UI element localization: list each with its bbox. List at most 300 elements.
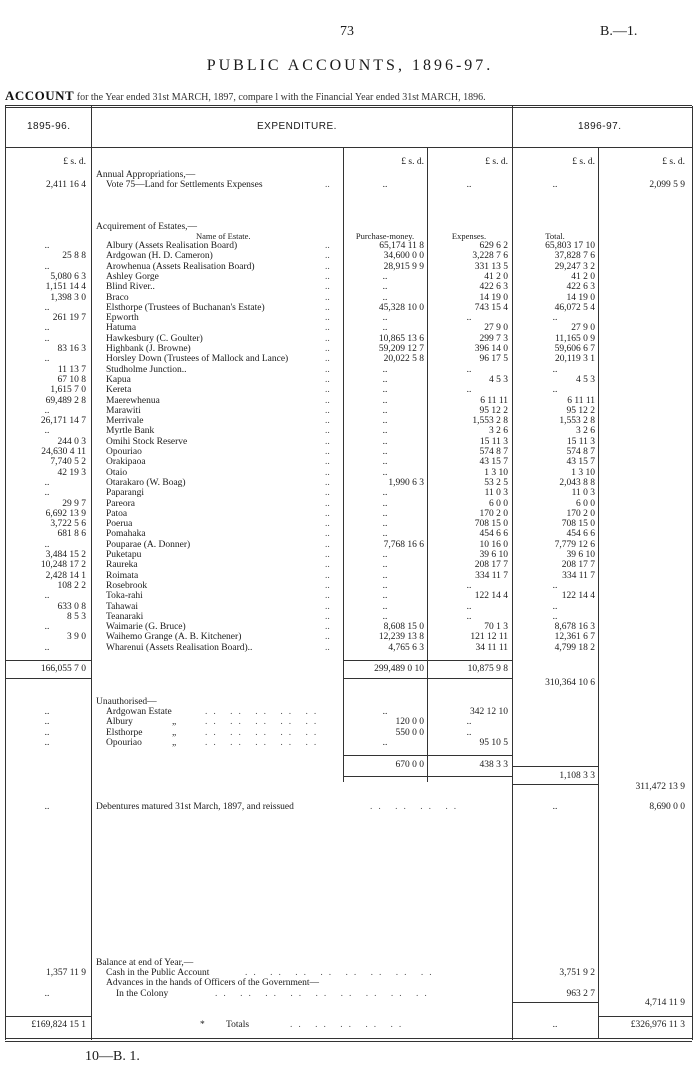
- leader-dots: .. .. .. .. .. .. .. ..: [245, 968, 438, 978]
- final-total-rule: [598, 1016, 692, 1017]
- estate-expenses: ..: [466, 385, 472, 396]
- estate-purchase: ..: [382, 570, 388, 581]
- estate-prev: ..: [44, 488, 50, 499]
- leader-dots: ..: [325, 529, 330, 540]
- estate-total: 12,361 6 7: [554, 632, 595, 643]
- estate-total: 41 2 0: [571, 271, 595, 282]
- estate-name: Otaio: [106, 467, 128, 478]
- estates-grand-total: 310,364 10 6: [545, 678, 595, 688]
- estate-prev: ..: [44, 539, 50, 550]
- unauth-prev: ..: [44, 707, 50, 717]
- estate-total: 574 8 7: [566, 447, 595, 457]
- estate-prev: 108 2 2: [57, 580, 86, 591]
- estate-expenses: 422 6 3: [479, 282, 508, 293]
- leader-dots: ..: [325, 416, 330, 427]
- leader-dots: .. .. .. .. ..: [290, 1020, 408, 1030]
- estate-prev: 8 5 3: [67, 611, 86, 622]
- footer-signature: 10—B. 1.: [85, 1049, 140, 1064]
- leader-dots: .. .. .. .. ..: [205, 707, 323, 717]
- estate-prev: 24,630 4 11: [41, 447, 86, 457]
- estate-purchase: 20,022 5 8: [383, 354, 424, 365]
- estate-prev: 3,722 5 6: [50, 519, 86, 530]
- estate-purchase: ..: [382, 416, 388, 427]
- estate-expenses: 121 12 11: [470, 632, 508, 643]
- estate-purchase: 1,990 6 3: [388, 477, 424, 488]
- unauth-subtotal-rule-2: [343, 776, 512, 777]
- estate-expenses: 39 6 10: [479, 550, 508, 560]
- estate-name: Epworth: [106, 313, 139, 324]
- estate-name: Myrtle Bank: [106, 426, 155, 437]
- estate-name: Pomahaka: [106, 529, 146, 540]
- estate-purchase: 12,239 13 8: [378, 632, 424, 643]
- estate-total: 122 14 4: [561, 591, 595, 602]
- total-header: Total.: [545, 231, 565, 241]
- estate-total: 4 5 3: [576, 374, 595, 385]
- leader-dots: ..: [325, 632, 330, 643]
- estate-prev: 26,171 14 7: [40, 416, 86, 427]
- unauth-prev: ..: [44, 717, 50, 728]
- leader-dots: ..: [325, 313, 330, 324]
- estate-expenses: 27 9 0: [484, 323, 508, 334]
- estate-total: 1,553 2 8: [559, 416, 595, 427]
- estate-expenses: ..: [466, 580, 472, 591]
- estate-expenses: 6 11 11: [480, 395, 508, 406]
- estate-purchase: 65,174 11 8: [379, 241, 424, 251]
- estate-purchase: ..: [382, 550, 388, 560]
- estate-prev: ..: [44, 333, 50, 344]
- estate-prev: 25 8 8: [62, 251, 86, 262]
- annual-vote: Vote 75—Land for Settlements Expenses: [106, 180, 263, 190]
- estate-total: ..: [552, 601, 558, 612]
- page-number: 73: [340, 24, 354, 39]
- cash-prev: 1,357 11 9: [45, 968, 86, 978]
- estate-expenses: ..: [466, 364, 472, 375]
- table-bottom-rule-2: [5, 1041, 692, 1042]
- estate-total: 3 2 6: [576, 426, 595, 437]
- leader-dots: ..: [325, 550, 330, 560]
- leader-dots: ..: [325, 292, 330, 303]
- leader-dots: ..: [325, 488, 330, 499]
- header-bottom-rule: [5, 147, 692, 148]
- final-col-divider: [598, 147, 599, 1038]
- estate-total: 20,119 3 1: [554, 354, 595, 365]
- estate-expenses: 708 15 0: [474, 519, 508, 530]
- estates-purchase-total: 299,489 0 10: [374, 664, 424, 674]
- estate-name: Highbank (J. Browne): [106, 344, 191, 354]
- estate-purchase: 34,600 0 0: [383, 251, 424, 262]
- leader-dots: ..: [325, 477, 330, 488]
- estate-total: 11 0 3: [571, 488, 595, 499]
- expenses-col-divider: [427, 147, 428, 782]
- unauth-expenses: 95 10 5: [479, 737, 508, 748]
- ditto-mark: „: [172, 717, 177, 728]
- debentures-prev: ..: [44, 802, 50, 812]
- estate-expenses: 70 1 3: [484, 622, 508, 633]
- account-caption: [5, 88, 486, 104]
- leader-dots: ..: [325, 302, 330, 313]
- leader-dots: .. .. .. .. ..: [205, 717, 323, 728]
- estates-prev-total: 166,055 7 0: [40, 664, 86, 674]
- leader-dots: ..: [325, 642, 330, 653]
- unauth-name: Elsthorpe: [106, 727, 143, 738]
- estate-purchase: ..: [382, 457, 388, 468]
- estate-total: 43 15 7: [566, 457, 595, 468]
- col-header-cur-year: 1896-97.: [578, 121, 622, 132]
- advances-label: Advances in the hands of Officers of the Government—: [106, 978, 319, 988]
- account-bold-word: ACCOUNT: [5, 88, 75, 103]
- estate-total: 14 19 0: [566, 292, 595, 303]
- estate-prev: 83 16 3: [57, 344, 86, 354]
- unauth-name: Opouriao: [106, 737, 142, 748]
- estate-prev: 7,740 5 2: [50, 457, 86, 468]
- estate-total: 27 9 0: [571, 323, 595, 334]
- estate-prev: 1,151 14 4: [45, 282, 86, 293]
- balance-rule: [512, 1002, 598, 1003]
- estate-expenses: 1,553 2 8: [472, 416, 508, 427]
- estate-expenses: 14 19 0: [479, 292, 508, 303]
- estate-purchase: ..: [382, 374, 388, 385]
- leader-dots: ..: [325, 241, 330, 251]
- prev-subtotal-rule-2: [5, 678, 91, 679]
- debentures-label: Debentures matured 31st March, 1897, and reissued: [96, 802, 294, 812]
- unauth-heading: Unauthorised—: [96, 697, 157, 707]
- cur-year-divider: [512, 106, 513, 1040]
- table-top-rule-2: [5, 107, 692, 108]
- estate-total: 59,606 6 7: [554, 344, 595, 354]
- leader-dots: ..: [325, 395, 330, 406]
- totals-final: £326,976 11 3: [630, 1020, 685, 1030]
- leader-dots: .. .. .. .. ..: [205, 737, 323, 748]
- estate-expenses: 3,228 7 6: [472, 251, 508, 262]
- unauth-expenses: ..: [466, 717, 472, 728]
- estate-expenses: 331 13 5: [474, 261, 508, 272]
- estate-expenses: 299 7 3: [479, 333, 508, 344]
- leader-dots: .. .. .. .. .. .. .. .. ..: [215, 989, 433, 999]
- estate-prev: ..: [44, 323, 50, 334]
- leader-dots: ..: [325, 385, 330, 396]
- annual-final: 2,099 5 9: [649, 180, 685, 190]
- estate-purchase: ..: [382, 282, 388, 293]
- estate-name: Omihi Stock Reserve: [106, 436, 188, 447]
- page-title: PUBLIC ACCOUNTS, 1896-97.: [206, 57, 494, 74]
- purchase-col-divider: [343, 147, 344, 782]
- leader-dots: ..: [325, 601, 330, 612]
- estate-name-header: Name of Estate.: [196, 231, 251, 241]
- unauth-expenses-total: 438 3 3: [479, 760, 508, 770]
- unauth-name: Ardgowan Estate: [106, 707, 172, 717]
- unauth-purchase-total: 670 0 0: [395, 760, 424, 770]
- estate-purchase: ..: [382, 488, 388, 499]
- lsd-header-purchase: £ s. d.: [401, 157, 424, 167]
- estate-prev: ..: [44, 591, 50, 602]
- estate-purchase: ..: [382, 467, 388, 478]
- estate-purchase: 28,915 9 9: [383, 261, 424, 272]
- estate-name: Arowhenua (Assets Realisation Board): [106, 261, 255, 272]
- estate-purchase: ..: [382, 292, 388, 303]
- estate-total: 8,678 16 3: [554, 622, 595, 633]
- annual-c2: ..: [382, 180, 388, 190]
- leader-dots: ..: [325, 622, 330, 633]
- estate-name: Patoa: [106, 508, 128, 519]
- estate-expenses: 96 17 5: [479, 354, 508, 365]
- estate-total: 1 3 10: [571, 467, 595, 478]
- account-caption-text: for the Year ended 31st MARCH, 1897, compare l with the Financial Year ended 31st MARCH, 1896.: [76, 92, 486, 103]
- estate-prev: 3 9 0: [67, 632, 86, 643]
- estate-expenses: 1 3 10: [484, 467, 508, 478]
- unauth-name: Albury: [106, 717, 133, 728]
- totals-asterisk: *: [200, 1020, 205, 1030]
- estate-name: Waimarie (G. Bruce): [106, 622, 186, 633]
- estate-expenses: 396 14 0: [474, 344, 508, 354]
- estates-subtotal-rule-2: [343, 678, 512, 679]
- leader-dots: ..: [325, 447, 330, 457]
- estate-purchase: ..: [382, 519, 388, 530]
- estate-purchase: ..: [382, 436, 388, 447]
- estate-prev: 633 0 8: [57, 601, 86, 612]
- estate-total: 15 11 3: [566, 436, 595, 447]
- estate-total: 708 15 0: [561, 519, 595, 530]
- right-border: [692, 106, 693, 1040]
- estate-name: Raureka: [106, 560, 138, 571]
- prev-subtotal-rule: [5, 660, 91, 661]
- estate-expenses: ..: [466, 611, 472, 622]
- col-header-expenditure: EXPENDITURE.: [257, 121, 337, 132]
- estate-name: Roimata: [106, 570, 139, 581]
- estate-name: Poerua: [106, 519, 133, 530]
- estate-prev: ..: [44, 477, 50, 488]
- estate-purchase: 4,765 6 3: [388, 642, 424, 653]
- leader-dots: ..: [325, 457, 330, 468]
- lsd-header-total: £ s. d.: [572, 157, 595, 167]
- estate-expenses: ..: [466, 313, 472, 324]
- estate-prev: 3,484 15 2: [45, 550, 86, 560]
- leader-dots: ..: [325, 426, 330, 437]
- estate-expenses: 15 11 3: [479, 436, 508, 447]
- estate-expenses: 34 11 11: [475, 642, 508, 653]
- lsd-header-prev: £ s. d.: [63, 157, 86, 167]
- estate-total: 65,803 17 10: [545, 241, 595, 251]
- colony-label: In the Colony: [116, 989, 169, 999]
- estate-prev: ..: [44, 622, 50, 633]
- estate-name: Pareora: [106, 498, 136, 509]
- lsd-header-final: £ s. d.: [662, 157, 685, 167]
- balance-heading: Balance at end of Year,—: [96, 958, 194, 968]
- estate-prev: ..: [44, 261, 50, 272]
- balance-final: 4,714 11 9: [644, 998, 685, 1008]
- leader-dots: ..: [325, 282, 330, 293]
- leader-dots: ..: [325, 374, 330, 385]
- estate-name: Puketapu: [106, 550, 142, 560]
- estate-purchase: ..: [382, 601, 388, 612]
- estate-expenses: 170 2 0: [479, 508, 508, 519]
- estate-prev: 10,248 17 2: [40, 560, 86, 571]
- estate-prev: 681 8 6: [57, 529, 86, 540]
- leader-dots: ..: [325, 519, 330, 530]
- estate-purchase: ..: [382, 395, 388, 406]
- estate-name: Pouparae (A. Donner): [106, 539, 191, 550]
- totals-prev: £169,824 15 1: [31, 1020, 86, 1030]
- ditto-mark: „: [172, 727, 177, 738]
- leader-dots: .. .. .. ..: [370, 802, 463, 812]
- estate-name: Ashley Gorge: [106, 271, 159, 282]
- ditto-mark: „: [172, 737, 177, 748]
- estate-total: ..: [552, 364, 558, 375]
- colony-prev: ..: [44, 989, 50, 999]
- estate-prev: 67 10 8: [57, 374, 86, 385]
- estate-total: 39 6 10: [566, 550, 595, 560]
- estate-purchase: ..: [382, 529, 388, 540]
- estate-prev: ..: [44, 241, 50, 251]
- estate-purchase: ..: [382, 591, 388, 602]
- leader-dots: ..: [325, 354, 330, 365]
- leader-dots: ..: [325, 344, 330, 354]
- estate-name: Hawkesbury (C. Goulter): [106, 333, 203, 344]
- estate-name: Elsthorpe (Trustees of Buchanan's Estate): [106, 302, 265, 313]
- estate-expenses: 10 16 0: [479, 539, 508, 550]
- estate-name: Teanaraki: [106, 611, 144, 622]
- estate-purchase: ..: [382, 447, 388, 457]
- leader-dots: ..: [325, 323, 330, 334]
- unauth-purchase: ..: [382, 737, 388, 748]
- purchase-money-header: Purchase-money.: [355, 231, 415, 241]
- estates-subtotal-rule: [343, 660, 512, 661]
- table-top-rule: [5, 105, 692, 106]
- left-border: [5, 106, 6, 1040]
- leader-dots: ..: [325, 498, 330, 509]
- cash-label: Cash in the Public Account: [106, 968, 210, 978]
- estate-name: Rosebrook: [106, 580, 148, 591]
- unauth-expenses: 342 12 10: [470, 707, 508, 717]
- estate-total: 29,247 3 2: [554, 261, 595, 272]
- estate-prev: 29 9 7: [62, 498, 86, 509]
- leader-dots: ..: [325, 591, 330, 602]
- prev-total-rule: [5, 1016, 91, 1017]
- cash-value: 3,751 9 2: [559, 968, 595, 978]
- estate-prev: 6,692 13 9: [45, 508, 86, 519]
- leader-dots: ..: [325, 539, 330, 550]
- estate-purchase: ..: [382, 385, 388, 396]
- leader-dots: ..: [325, 261, 330, 272]
- expenses-header: Expenses.: [451, 231, 487, 241]
- estate-name: Marawiti: [106, 405, 141, 416]
- estate-prev: 1,398 3 0: [50, 292, 86, 303]
- estate-prev: ..: [44, 642, 50, 653]
- estate-expenses: 43 15 7: [479, 457, 508, 468]
- estate-expenses: 743 15 4: [474, 302, 508, 313]
- estate-purchase: ..: [382, 323, 388, 334]
- estate-expenses: 3 2 6: [489, 426, 508, 437]
- estate-name: Merrivale: [106, 416, 144, 427]
- estate-expenses: 4 5 3: [489, 374, 508, 385]
- estate-name: Studholme Junction..: [106, 364, 187, 375]
- estate-total: 422 6 3: [566, 282, 595, 293]
- unauth-purchase: 550 0 0: [395, 727, 424, 738]
- estate-expenses: 574 8 7: [479, 447, 508, 457]
- estate-name: Blind River..: [106, 282, 155, 293]
- annual-prev: 2,411 16 4: [45, 180, 86, 190]
- estate-purchase: 10,865 13 6: [378, 333, 424, 344]
- leader-dots: ..: [325, 364, 330, 375]
- estate-purchase: ..: [382, 364, 388, 375]
- estate-total: 46,072 5 4: [554, 302, 595, 313]
- estate-total: 37,828 7 6: [554, 251, 595, 262]
- debentures-final: 8,690 0 0: [649, 802, 685, 812]
- estate-name: Braco: [106, 292, 129, 303]
- estate-total: 6 0 0: [576, 498, 595, 509]
- estate-purchase: ..: [382, 426, 388, 437]
- estate-name: Kapua: [106, 374, 131, 385]
- annual-c3: ..: [466, 180, 472, 190]
- estate-total: 7,779 12 6: [554, 539, 595, 550]
- estate-purchase: ..: [382, 580, 388, 591]
- estate-expenses: 11 0 3: [484, 488, 508, 499]
- estate-prev: ..: [44, 354, 50, 365]
- estate-name: Paparangi: [106, 488, 144, 499]
- estate-total: 4,799 18 2: [554, 642, 595, 653]
- page-reference: B.—1.: [600, 24, 638, 39]
- estate-expenses: 41 2 0: [484, 271, 508, 282]
- estate-prev: 69,489 2 8: [45, 395, 86, 406]
- estate-prev: 2,428 14 1: [45, 570, 86, 581]
- estate-expenses: 6 0 0: [489, 498, 508, 509]
- estate-total: ..: [552, 611, 558, 622]
- estate-expenses: 629 6 2: [479, 241, 508, 251]
- estate-prev: ..: [44, 302, 50, 313]
- estate-name: Tahawai: [106, 601, 139, 612]
- annual-heading: Annual Appropriations,—: [96, 170, 196, 180]
- estate-prev: 11 13 7: [57, 364, 86, 375]
- estate-prev: 244 0 3: [57, 436, 86, 447]
- leader-dots: ..: [325, 580, 330, 591]
- leader-dots: .. .. .. .. ..: [205, 727, 323, 738]
- annual-c4: ..: [552, 180, 558, 190]
- estate-total: ..: [552, 385, 558, 396]
- leader-dots: ..: [325, 611, 330, 622]
- estate-total: 95 12 2: [566, 405, 595, 416]
- leader-dots: ..: [325, 333, 330, 344]
- unauth-subtotal-rule: [343, 755, 512, 756]
- debentures-c4: ..: [552, 802, 558, 812]
- leader-dots: ..: [325, 436, 330, 447]
- estate-purchase: ..: [382, 271, 388, 282]
- estate-prev: 42 19 3: [57, 467, 86, 478]
- estate-total: ..: [552, 313, 558, 324]
- estate-name: Kereta: [106, 385, 132, 396]
- estate-expenses: 334 11 7: [475, 570, 508, 581]
- estate-name: Otarakaro (W. Boag): [106, 477, 186, 488]
- unauth-prev: ..: [44, 727, 50, 738]
- estate-name: Horsley Down (Trustees of Mallock and Lance): [106, 354, 289, 365]
- estate-purchase: ..: [382, 405, 388, 416]
- table-bottom-rule: [5, 1038, 692, 1039]
- unauth-total: 1,108 3 3: [559, 771, 595, 781]
- leader-dots: ..: [325, 560, 330, 571]
- estate-total: 2,043 8 8: [559, 477, 595, 488]
- estate-name: Albury (Assets Realisation Board): [106, 241, 238, 251]
- estate-prev: ..: [44, 426, 50, 437]
- estate-prev: 261 19 7: [52, 313, 86, 324]
- estate-name: Hatuma: [106, 323, 137, 334]
- estate-total: 170 2 0: [566, 508, 595, 519]
- estate-expenses: 454 6 6: [479, 529, 508, 540]
- estate-total: ..: [552, 580, 558, 591]
- totals-label: Totals: [226, 1020, 250, 1030]
- estate-expenses: 53 2 5: [484, 477, 508, 488]
- estate-name: Wharenui (Assets Realisation Board)..: [106, 642, 253, 653]
- estate-purchase: ..: [382, 611, 388, 622]
- col-header-prev-year: 1895-96.: [27, 121, 71, 132]
- estate-purchase: 59,209 12 7: [378, 344, 424, 354]
